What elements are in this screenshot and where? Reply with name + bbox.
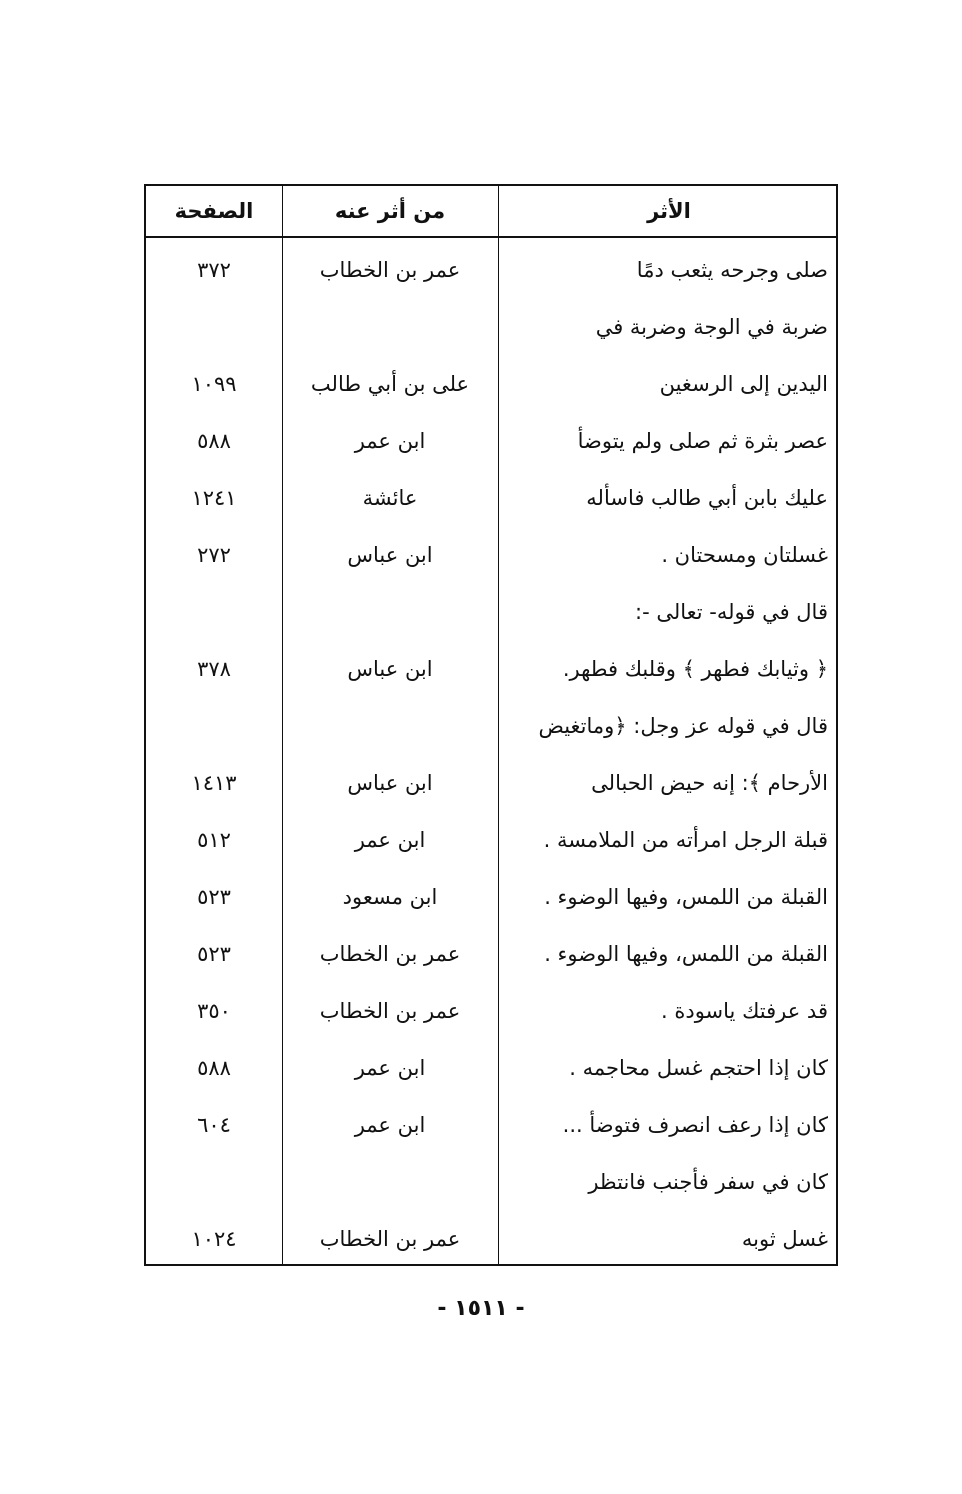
table-row [146, 1211, 836, 1268]
narrator-name: ابن عباس [347, 657, 433, 681]
page-reference [146, 584, 282, 641]
page-reference: ١٠٢٤ [191, 1227, 237, 1251]
table-row [146, 1040, 836, 1097]
page-reference: ٦٠٤ [197, 1113, 231, 1137]
table-row [146, 698, 836, 755]
table-row [146, 755, 836, 812]
athar-text: قال في قوله عز وجل: ﴿وماتغيض [538, 714, 828, 738]
page-reference: ٣٥٠ [197, 999, 231, 1023]
table-row [146, 299, 836, 356]
table-row [146, 584, 836, 641]
header-narrator: من أثر عنه [334, 199, 446, 223]
narrator-name [282, 1154, 498, 1211]
narrator-name [282, 299, 498, 356]
table-row [146, 527, 836, 584]
athar-text: القبلة من اللمس، وفيها الوضوء . [544, 885, 828, 909]
table-row [146, 1154, 836, 1211]
athar-text: القبلة من اللمس، وفيها الوضوء . [544, 942, 828, 966]
athar-text: قبلة الرجل امرأته من الملامسة . [543, 828, 828, 852]
narrator-name: ابن عمر [354, 828, 426, 852]
page-number: - ١٥١١ - [437, 1296, 525, 1321]
table-row [146, 869, 836, 926]
narrator-name: عمر بن الخطاب [319, 942, 461, 966]
page-reference: ٥٢٣ [197, 942, 231, 966]
page-reference: ٥١٢ [197, 828, 231, 852]
page-reference [146, 698, 282, 755]
athar-text: ضربة في الوجة وضربة في [595, 315, 828, 339]
header-divider [146, 236, 836, 238]
table-row [146, 413, 836, 470]
narrator-name: ابن عباس [347, 543, 433, 567]
page-reference: ٥٢٣ [197, 885, 231, 909]
athar-text: غسل ثوبه [741, 1227, 828, 1251]
table-row [146, 926, 836, 983]
table-row [146, 983, 836, 1040]
table-row [146, 1097, 836, 1154]
page-reference [146, 1154, 282, 1211]
narrator-name [282, 698, 498, 755]
header-page: الصفحة [174, 199, 254, 223]
athar-text: قد عرفتك ياسودة . [661, 999, 828, 1023]
table-body [146, 242, 836, 1268]
narrator-name [282, 584, 498, 641]
page-reference: ٣٧٢ [197, 258, 231, 282]
page-reference: ٥٨٨ [197, 429, 231, 453]
athar-text: قال في قوله- تعالى -: [635, 600, 828, 624]
narrator-name: عمر بن الخطاب [319, 999, 461, 1023]
page-reference: ٢٧٢ [197, 543, 231, 567]
page-reference: ١٤١٣ [191, 771, 237, 795]
narrator-name: على بن أبي طالب [310, 372, 470, 396]
athar-text: اليدين إلى الرسغين [659, 372, 828, 396]
athar-text: كان إذا رعف انصرف فتوضأ ... [562, 1113, 828, 1137]
athar-text: غسلتان ومسحتان . [661, 543, 828, 567]
athar-text: كان في سفر فأجنب فانتظر [588, 1170, 828, 1194]
athar-text: عليك بابن أبي طالب فاسأله [586, 486, 828, 510]
athar-text: ﴿ وثيابك فطهر ﴾ وقلبك فطهر. [562, 657, 828, 681]
table-row [146, 470, 836, 527]
header-athar: الأثر [647, 199, 691, 223]
page-reference [146, 299, 282, 356]
athar-text: الأرحام ﴾: إنه حيض الحبالى [591, 771, 828, 795]
athar-text: كان إذا احتجم غسل محاجمه . [569, 1056, 828, 1080]
narrator-name: عمر بن الخطاب [319, 258, 461, 282]
narrator-name: عمر بن الخطاب [319, 1227, 461, 1251]
narrator-name: ابن مسعود [342, 885, 438, 909]
narrator-name: عائشة [362, 486, 418, 510]
table-row [146, 242, 836, 299]
page-reference: ١٢٤١ [191, 486, 237, 510]
narrator-name: ابن عمر [354, 429, 426, 453]
page-reference: ٣٧٨ [197, 657, 231, 681]
athar-text: عصر بثرة ثم صلى ولم يتوضأ [577, 429, 828, 453]
table-row [146, 641, 836, 698]
narrator-name: ابن عمر [354, 1113, 426, 1137]
athar-text: صلى وجرحه يثعب دمًا [636, 258, 828, 282]
narrator-name: ابن عمر [354, 1056, 426, 1080]
page-reference: ٥٨٨ [197, 1056, 231, 1080]
athar-index-table [144, 184, 838, 1266]
table-row [146, 356, 836, 413]
narrator-name: ابن عباس [347, 771, 433, 795]
page-reference: ١٠٩٩ [191, 372, 237, 396]
table-row [146, 812, 836, 869]
